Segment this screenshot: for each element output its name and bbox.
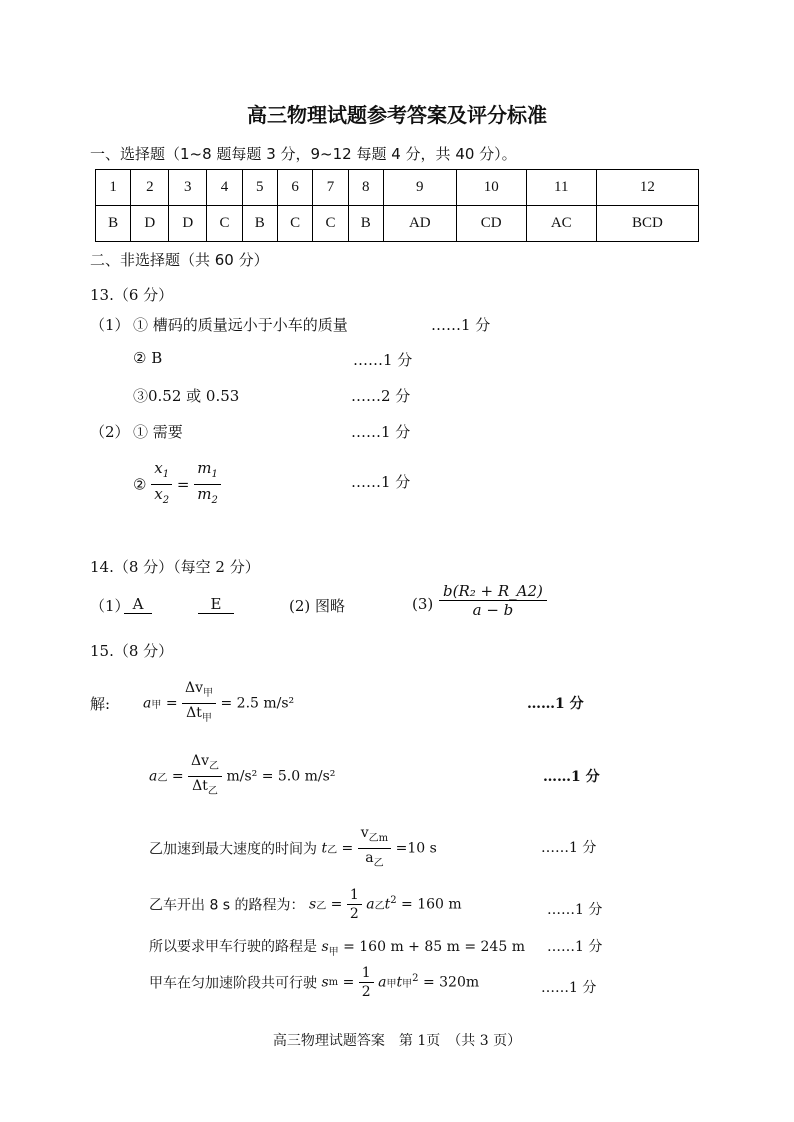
answer-cell: D: [169, 206, 207, 242]
question-number: 9: [383, 170, 456, 206]
answer-cell: BCD: [596, 206, 698, 242]
q15-score1: ……1 分: [527, 696, 584, 712]
q15-accel-jia: a甲 = $\frac{\Delta v_甲}{\Delta t_甲}$ = 2.5 m/s²: [143, 680, 295, 724]
answer-cell: C: [207, 206, 242, 242]
answer-cell: B: [96, 206, 131, 242]
question-number: 5: [242, 170, 277, 206]
q15-score3: ……1 分: [541, 840, 597, 856]
q13-header: 13.（6 分）: [90, 286, 174, 304]
q13-part1-label: （1）: [90, 316, 130, 334]
q14-part2: (2) 图略: [289, 597, 346, 615]
q13-part2-formula: ② $\frac{x_1}{x_2}$ = $\frac{m_1}{m_2}$: [133, 459, 221, 510]
answer-cell: CD: [456, 206, 526, 242]
question-number: 10: [456, 170, 526, 206]
question-number: 8: [348, 170, 383, 206]
circled-two: ②: [133, 475, 147, 494]
q14-answer-e: E: [198, 595, 234, 614]
answer-cell: AC: [526, 206, 596, 242]
q15-solve-label: 解:: [90, 695, 111, 713]
q15-accel-yi: a乙 = $\frac{\Delta v_乙}{\Delta t_乙}$ m/s² = 5.0 m/s²: [149, 753, 336, 797]
q14-part1-label: （1）: [90, 597, 130, 615]
answer-cell: B: [242, 206, 277, 242]
page-title: 高三物理试题参考答案及评分标准: [247, 103, 547, 127]
fraction-x: $\frac{x_1}{x_2}$: [151, 459, 172, 510]
answer-cell: AD: [383, 206, 456, 242]
q13-part1-score3: ……2 分: [351, 387, 411, 405]
fraction-m: $\frac{m_1}{m_2}$: [194, 459, 221, 510]
answer-table-number-row: [96, 170, 699, 206]
answer-cell: C: [313, 206, 348, 242]
q14-part3-label: (3): [412, 595, 434, 613]
q15-accel-distance-jia: 甲车在匀加速阶段共可行驶 sm = $\frac{1}{2}$ a甲t甲$^2$ = 320m: [149, 965, 480, 1000]
answer-cell: D: [131, 206, 169, 242]
q13-part2-answer1: ① 需要: [133, 423, 183, 441]
question-number: 3: [169, 170, 207, 206]
q13-part1-score2: ……1 分: [353, 351, 413, 369]
q15-score6: ……1 分: [541, 980, 597, 996]
answer-cell: C: [277, 206, 312, 242]
page-footer: 高三物理试题答案 第 1页 （共 3 页）: [272, 1033, 522, 1049]
q15-score5: ……1 分: [547, 939, 603, 955]
question-number: 4: [207, 170, 242, 206]
q13-part2-score2: ……1 分: [351, 473, 411, 491]
q15-distance-yi: 乙车开出 8 s 的路程为： s乙 = $\frac{1}{2}$ a乙$t^2 = 160$ m: [149, 887, 462, 922]
q13-part2-score1: ……1 分: [351, 423, 411, 441]
question-number: 1: [96, 170, 131, 206]
answer-table-answer-row: [96, 206, 699, 242]
q15-distance-jia: 所以要求甲车行驶的路程是 $s_甲 = 160$ m + 85 m = 245 m: [149, 939, 525, 958]
q13-part2-label: （2）: [90, 423, 130, 441]
answer-table: [95, 169, 699, 242]
q14-answer-a: A: [124, 595, 152, 614]
question-number: 2: [131, 170, 169, 206]
q13-part1-answer3: ③0.52 或 0.53: [133, 387, 240, 405]
q15-header: 15.（8 分）: [90, 642, 174, 660]
q15-score2: ……1 分: [543, 769, 600, 785]
q14-part3-formula: $\frac{\text{b(R₂ + R\_A2)}}{a - b}$: [439, 582, 547, 619]
q15-score4: ……1 分: [547, 902, 603, 918]
question-number: 7: [313, 170, 348, 206]
q13-part1-score1: ……1 分: [431, 316, 491, 334]
question-number: 12: [596, 170, 698, 206]
section-2-heading: 二、非选择题（共 60 分）: [90, 251, 269, 269]
answer-cell: B: [348, 206, 383, 242]
q14-header: 14.（8 分）（每空 2 分）: [90, 558, 260, 576]
section-1-heading: 一、选择题（1~8 题每题 3 分，9~12 每题 4 分，共 40 分）。: [90, 145, 517, 163]
q15-time-yi: 乙加速到最大速度的时间为 t乙 = $\frac{v_{乙m}}{a_乙}$ =10 s: [149, 825, 437, 869]
question-number: 11: [526, 170, 596, 206]
q13-part1-answer2: ② B: [133, 349, 163, 367]
q13-part1-answer1: ① 槽码的质量远小于小车的质量: [133, 316, 348, 334]
question-number: 6: [277, 170, 312, 206]
